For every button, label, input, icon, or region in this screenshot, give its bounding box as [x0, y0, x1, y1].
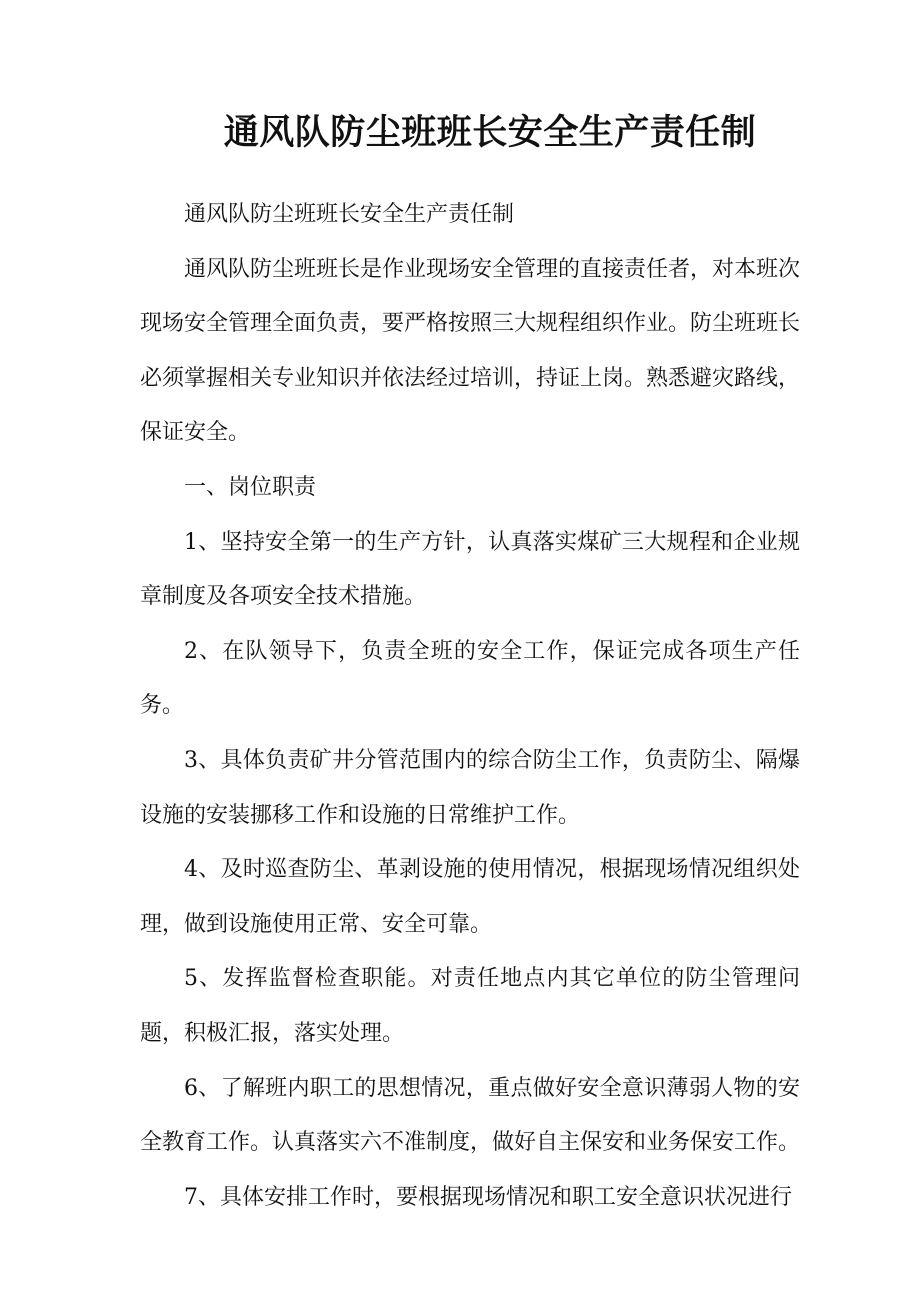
- document-title: 通风队防尘班班长安全生产责任制: [223, 112, 757, 153]
- paragraph-item-3: 3、具体负责矿井分管范围内的综合防尘工作，负责防尘、隔爆设施的安装挪移工作和设施的日常维护工作。: [140, 747, 800, 828]
- paragraph-item-4: 4、及时巡查防尘、革剥设施的使用情况，根据现场情况组织处理，做到设施使用正常、安全可靠。: [140, 857, 800, 937]
- paragraph-item-1: 1、坚持安全第一的生产方针，认真落实煤矿三大规程和企业规章制度及各项安全技术措施。: [140, 529, 800, 610]
- paragraph-item-2: 2、在队领导下，负责全班的安全工作，保证完成各项生产任务。: [140, 638, 800, 719]
- section-heading-duties: 一、岗位职责: [184, 474, 317, 500]
- paragraph-intro: 通风队防尘班班长是作业现场安全管理的直接责任者，对本班次现场安全管理全面负责，要严格按照三大规程组织作业。防尘班班长必须掌握相关专业知识并依法经过培训，持证上岗。熟悉避灾路线，保证安全。: [140, 256, 801, 446]
- document-body: [140, 188, 800, 1225]
- paragraph-item-7: 7、具体安排工作时，要根据现场情况和职工安全意识状况进行: [184, 1184, 792, 1210]
- paragraph-item-5: 5、发挥监督检查职能。对责任地点内其它单位的防尘管理问题，积极汇报，落实处理。: [140, 966, 800, 1046]
- paragraph-subtitle: 通风队防尘班班长安全生产责任制: [184, 202, 515, 227]
- paragraph-item-6: 6、了解班内职工的思想情况，重点做好安全意识薄弱人物的安全教育工作。认真落实六不准制度，做好自主保安和业务保安工作。: [140, 1075, 801, 1156]
